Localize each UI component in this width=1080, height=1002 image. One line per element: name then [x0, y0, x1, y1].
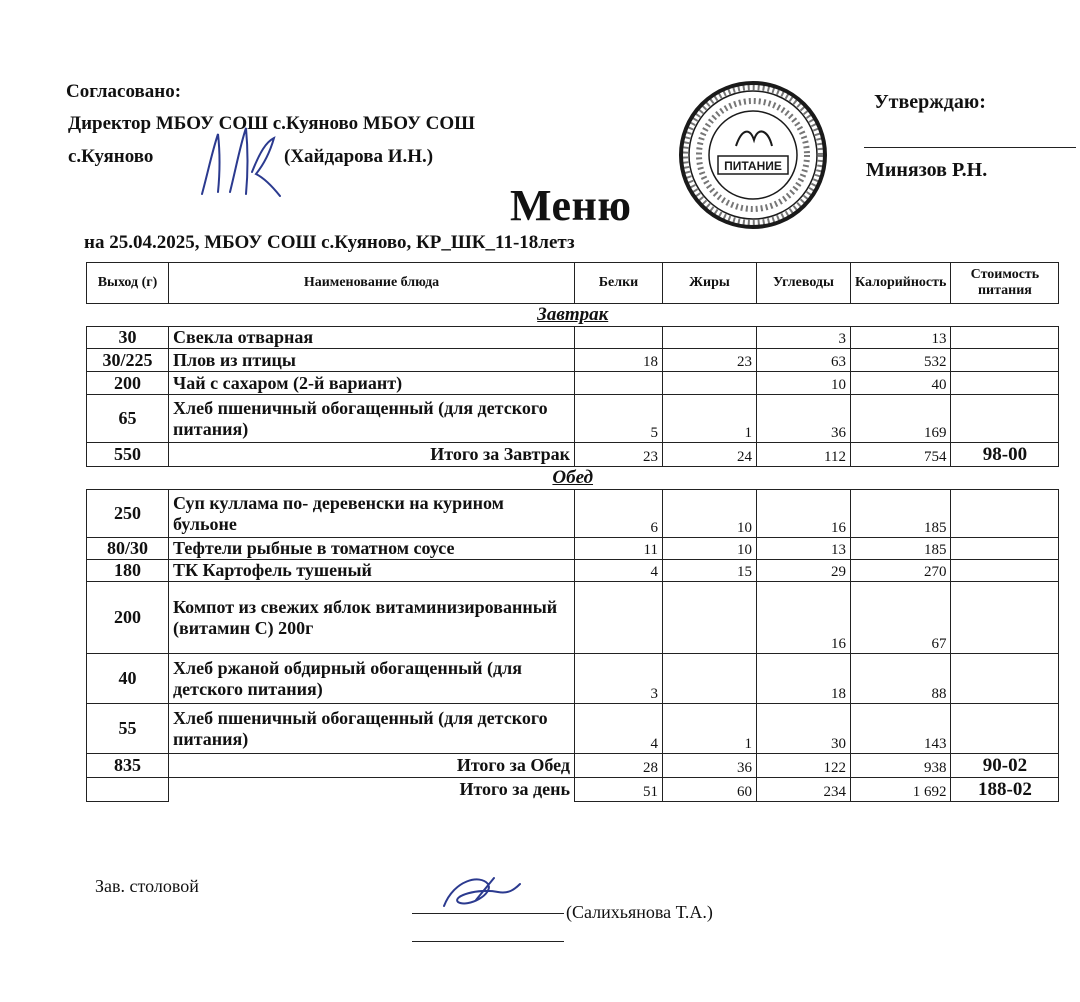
row-carbs: 29 [757, 560, 851, 582]
row-fats [663, 654, 757, 704]
row-name: Плов из птицы [169, 349, 575, 372]
director-name: (Хайдарова И.Н.) [284, 146, 434, 167]
row-output: 180 [87, 560, 169, 582]
confirm-label: Утверждаю: [874, 91, 986, 113]
row-name: Чай с сахаром (2-й вариант) [169, 372, 575, 395]
total-price: 90-02 [951, 754, 1059, 778]
row-name: Хлеб пшеничный обогащенный (для детского питания) [169, 395, 575, 443]
row-cost [951, 704, 1059, 754]
row-fats: 1 [663, 704, 757, 754]
total-label: Итого за Обед [169, 754, 575, 778]
footer-role: Зав. столовой [95, 876, 199, 896]
total-carbs: 122 [757, 754, 851, 778]
row-carbs: 16 [757, 490, 851, 538]
breakfast-total-row [87, 443, 1059, 467]
col-output: Выход (г) [87, 263, 169, 304]
director-line: Директор МБОУ СОШ с.Куяново МБОУ СОШ [68, 113, 476, 134]
page-title: Меню [510, 181, 632, 230]
row-carbs: 18 [757, 654, 851, 704]
row-calories: 185 [851, 538, 951, 560]
section-lunch [87, 467, 1059, 490]
row-calories: 67 [851, 582, 951, 654]
footer-name: (Салихьянова Т.А.) [566, 902, 713, 922]
total-fats: 36 [663, 754, 757, 778]
confirm-name: Минязов Р.Н. [866, 159, 988, 181]
row-calories: 40 [851, 372, 951, 395]
table-row [87, 560, 1059, 582]
row-output: 30 [87, 327, 169, 349]
row-fats: 10 [663, 490, 757, 538]
row-carbs: 10 [757, 372, 851, 395]
table-row [87, 349, 1059, 372]
row-calories: 185 [851, 490, 951, 538]
row-fats: 1 [663, 395, 757, 443]
row-calories: 143 [851, 704, 951, 754]
row-calories: 13 [851, 327, 951, 349]
table-row [87, 490, 1059, 538]
row-carbs: 63 [757, 349, 851, 372]
table-row [87, 327, 1059, 349]
row-carbs: 30 [757, 704, 851, 754]
row-name: Свекла отварная [169, 327, 575, 349]
col-fats: Жиры [663, 263, 757, 304]
row-output: 200 [87, 372, 169, 395]
row-carbs: 36 [757, 395, 851, 443]
approved-label: Согласовано: [66, 81, 182, 102]
col-name: Наименование блюда [169, 263, 575, 304]
row-calories: 88 [851, 654, 951, 704]
total-output: 835 [87, 754, 169, 778]
table-row [87, 704, 1059, 754]
total-proteins: 23 [575, 443, 663, 467]
row-fats [663, 327, 757, 349]
school-short: с.Куяново [68, 146, 154, 167]
row-proteins [575, 372, 663, 395]
row-name: Хлеб ржаной обдирный обогащенный (для детского питания) [169, 654, 575, 704]
col-proteins: Белки [575, 263, 663, 304]
table-row [87, 582, 1059, 654]
total-calories: 938 [851, 754, 951, 778]
official-stamp [678, 80, 828, 230]
row-output: 40 [87, 654, 169, 704]
row-proteins: 6 [575, 490, 663, 538]
row-fats [663, 582, 757, 654]
col-calories: Калорийность [851, 263, 951, 304]
day-total-label: Итого за день [169, 778, 575, 802]
total-output: 550 [87, 443, 169, 467]
row-cost [951, 654, 1059, 704]
row-output: 250 [87, 490, 169, 538]
day-total-blank [87, 778, 169, 802]
day-total-carbs: 234 [757, 778, 851, 802]
day-total-calories: 1 692 [851, 778, 951, 802]
row-proteins [575, 582, 663, 654]
row-fats: 23 [663, 349, 757, 372]
table-row [87, 372, 1059, 395]
row-carbs: 13 [757, 538, 851, 560]
row-cost [951, 490, 1059, 538]
row-name: Тефтели рыбные в томатном соусе [169, 538, 575, 560]
row-proteins [575, 327, 663, 349]
row-proteins: 5 [575, 395, 663, 443]
table-header-row [87, 263, 1059, 304]
total-fats: 24 [663, 443, 757, 467]
menu-subtitle: на 25.04.2025, МБОУ СОШ с.Куяново, КР_ШК_11-18летз [84, 232, 575, 253]
row-output: 30/225 [87, 349, 169, 372]
director-signature [190, 112, 290, 202]
col-carbs: Углеводы [757, 263, 851, 304]
row-calories: 169 [851, 395, 951, 443]
row-cost [951, 327, 1059, 349]
day-total-row [87, 778, 1059, 802]
row-proteins: 11 [575, 538, 663, 560]
row-cost [951, 538, 1059, 560]
section-breakfast [87, 304, 1059, 327]
row-proteins: 18 [575, 349, 663, 372]
row-calories: 532 [851, 349, 951, 372]
row-cost [951, 372, 1059, 395]
table-row [87, 538, 1059, 560]
col-cost: Стоимость питания [951, 263, 1059, 304]
section-title: Завтрак [87, 304, 1059, 327]
row-output: 80/30 [87, 538, 169, 560]
row-proteins: 4 [575, 560, 663, 582]
stamp-text: ПИТАНИЕ [724, 159, 782, 173]
row-carbs: 3 [757, 327, 851, 349]
lunch-total-row [87, 754, 1059, 778]
footer-extra-line [412, 941, 564, 942]
section-title: Обед [87, 467, 1059, 490]
menu-table [86, 262, 1059, 802]
confirm-signature-line [864, 147, 1076, 148]
row-cost [951, 560, 1059, 582]
row-proteins: 4 [575, 704, 663, 754]
total-carbs: 112 [757, 443, 851, 467]
row-output: 200 [87, 582, 169, 654]
manager-signature-line [412, 913, 564, 914]
day-total-proteins: 51 [575, 778, 663, 802]
row-name: Хлеб пшеничный обогащенный (для детского питания) [169, 704, 575, 754]
total-price: 98-00 [951, 443, 1059, 467]
manager-signature [428, 870, 538, 916]
row-name: Компот из свежих яблок витаминизированный (витамин С) 200г [169, 582, 575, 654]
day-total-fats: 60 [663, 778, 757, 802]
total-proteins: 28 [575, 754, 663, 778]
total-label: Итого за Завтрак [169, 443, 575, 467]
row-output: 55 [87, 704, 169, 754]
total-calories: 754 [851, 443, 951, 467]
row-calories: 270 [851, 560, 951, 582]
day-total-price: 188-02 [951, 778, 1059, 802]
row-fats: 15 [663, 560, 757, 582]
row-cost [951, 395, 1059, 443]
table-row [87, 395, 1059, 443]
row-proteins: 3 [575, 654, 663, 704]
row-name: Суп куллама по- деревенски на курином бульоне [169, 490, 575, 538]
row-fats: 10 [663, 538, 757, 560]
row-output: 65 [87, 395, 169, 443]
row-fats [663, 372, 757, 395]
row-name: ТК Картофель тушеный [169, 560, 575, 582]
row-cost [951, 349, 1059, 372]
row-cost [951, 582, 1059, 654]
row-carbs: 16 [757, 582, 851, 654]
table-row [87, 654, 1059, 704]
